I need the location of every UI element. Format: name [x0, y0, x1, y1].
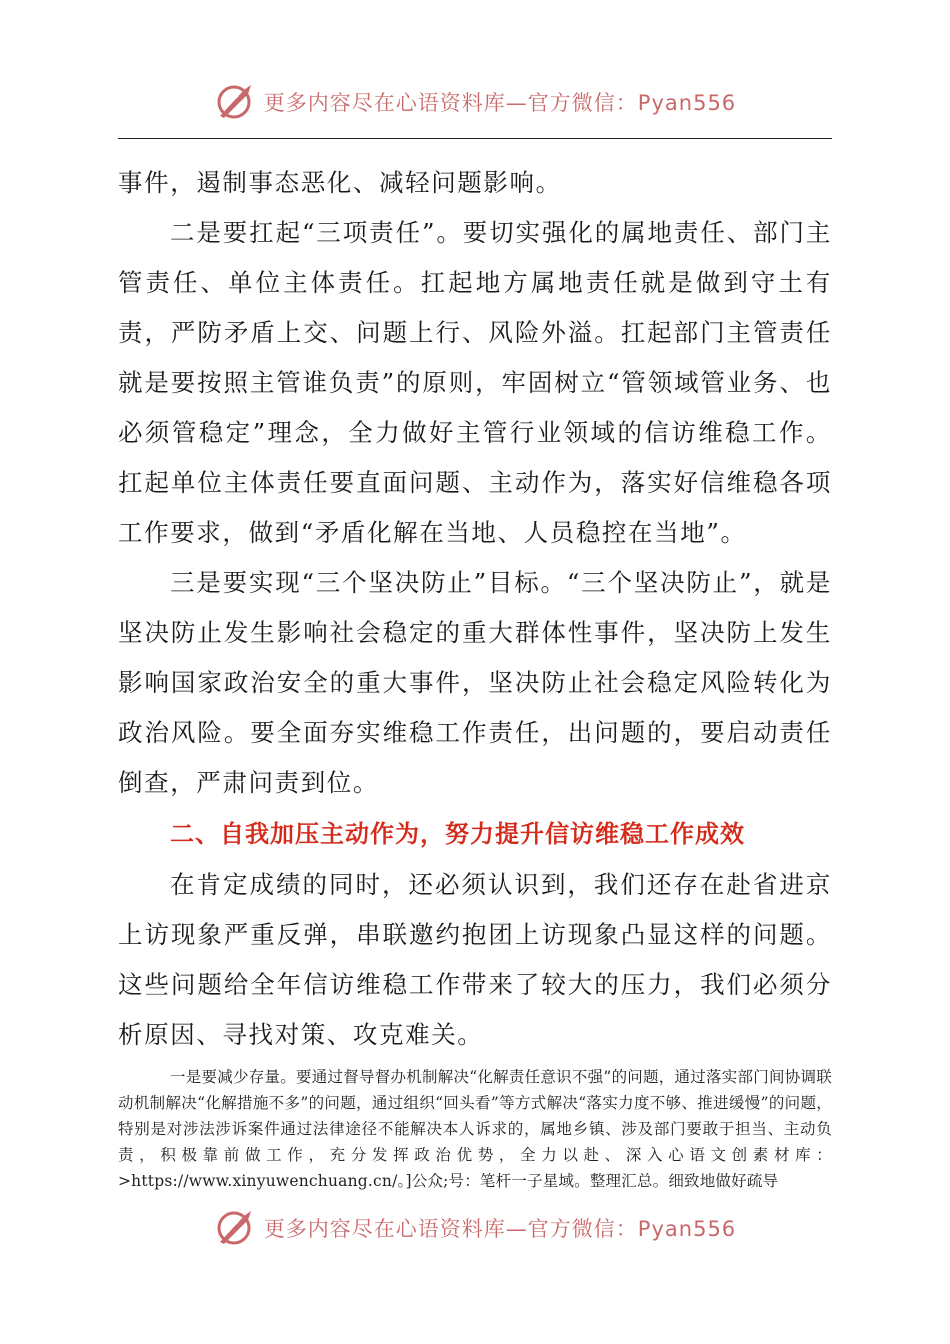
- paragraph-continuation: 事件，遏制事态恶化、减轻问题影响。: [118, 168, 562, 197]
- document-body: [118, 158, 832, 1194]
- paragraph-reduce-stock: 一是要减少存量。要通过督导督办机制解决“化解责任意识不强”的问题，通过落实部门间协调联动机制解决“化解措施不多”的问题，通过组织“回头看”等方式解决“落实力度不够、推进缓慢”的问题，特别是对涉法涉诉案件通过法律途径不能解决本人诉求的，属地乡镇、涉及部门要敢于担当、主动负责，积极靠前做工作，充分发挥政治优势，全力以赴、深入心语文创素材库：>https://www.xinyuwenchuang.cn/。]公众;号：笔杆一子星域。整理汇总。细致地做好疏导: [118, 1068, 832, 1190]
- header-watermark: [0, 72, 950, 132]
- watermark-text: 更多内容尽在心语资料库—官方微信：Pyan556: [263, 1217, 737, 1241]
- feather-pen-icon: [214, 82, 254, 122]
- feather-pen-icon: [214, 1208, 254, 1248]
- paragraph-three-prevent: 三是要实现“三个坚决防止”目标。“三个坚决防止”，就是坚决防止发生影响社会稳定的重大群体性事件，坚决防上发生影响国家政治安全的重大事件，坚决防止社会稳定风险转化为政治风险。要全面夯实维稳工作责任，出问题的，要启动责任倒查，严肃问责到位。: [118, 568, 832, 797]
- header-divider: [118, 138, 832, 139]
- paragraph-three-responsibilities: 二是要扛起“三项责任”。要切实强化的属地责任、部门主管责任、单位主体责任。扛起地方属地责任就是做到守土有责，严防矛盾上交、问题上行、风险外溢。扛起部门主管责任就是要按照主管谁负责”的原则，牢固树立“管领域管业务、也必须管稳定”理念，全力做好主管行业领域的信访维稳工作。扛起单位主体责任要直面问题、主动作为，落实好信维稳各项工作要求，做到“矛盾化解在当地、人员稳控在当地”。: [118, 218, 832, 547]
- watermark-text: 更多内容尽在心语资料库—官方微信：Pyan556: [263, 91, 737, 115]
- section-heading: 二、自我加压主动作为，努力提升信访维稳工作成效: [170, 820, 745, 848]
- footer-watermark: [0, 1198, 950, 1258]
- paragraph-problems: 在肯定成绩的同时，还必须认识到，我们还存在赴省进京上访现象严重反弹，串联邀约抱团上访现象凸显这样的问题。这些问题给全年信访维稳工作带来了较大的压力，我们必须分析原因、寻找对策、攻克难关。: [118, 870, 832, 1049]
